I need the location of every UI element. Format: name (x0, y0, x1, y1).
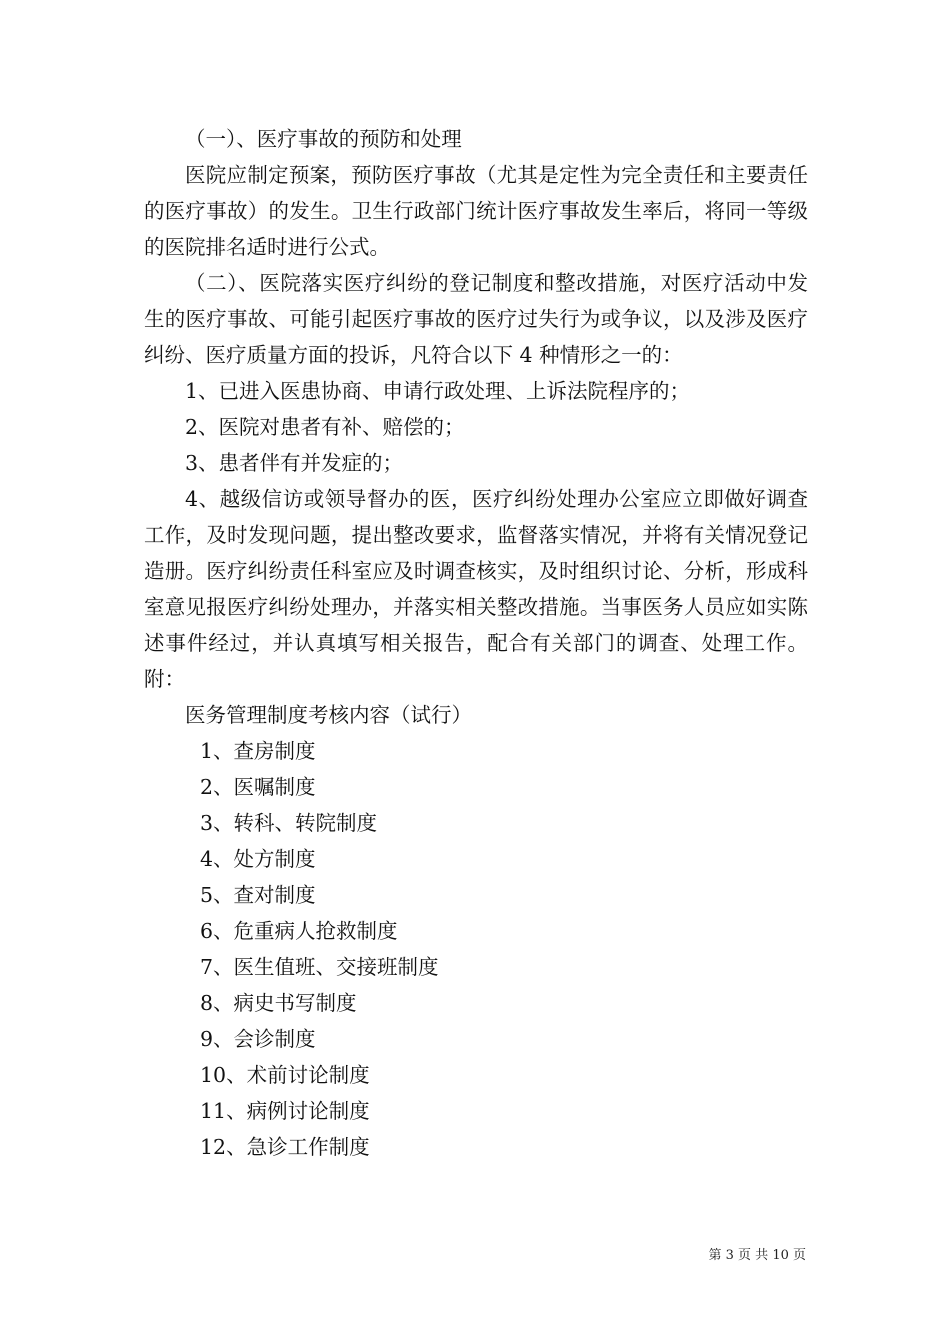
section-heading-prevention: （一）、医疗事故的预防和处理 (185, 127, 462, 151)
list-item: 7、医生值班、交接班制度 (200, 955, 439, 979)
list-item: 10、术前讨论制度 (200, 1063, 370, 1087)
list-item: 6、危重病人抢救制度 (200, 919, 398, 943)
document-body (144, 121, 808, 1165)
list-item: 11、病例讨论制度 (200, 1099, 370, 1123)
list-item: 2、医嘱制度 (200, 775, 316, 799)
list-item: 4、处方制度 (200, 847, 316, 871)
condition-item-3: 3、患者伴有并发症的； (185, 451, 404, 475)
condition-item-2: 2、医院对患者有补、赔偿的； (185, 415, 465, 439)
list-item: 3、转科、转院制度 (200, 811, 378, 835)
paragraph-contingency-plan: 医院应制定预案，预防医疗事故（尤其是定性为完全责任和主要责任的医疗事故）的发生。卫生行政部门统计医疗事故发生率后，将同一等级的医院排名适时进行公式。 (144, 163, 808, 259)
list-item: 1、查房制度 (200, 739, 316, 763)
paragraph-registration-system: （二）、医院落实医疗纠纷的登记制度和整改措施，对医疗活动中发生的医疗事故、可能引起医疗事故的医疗过失行为或争议，以及涉及医疗纠纷、医疗质量方面的投诉，凡符合以下 4 种情形之一的： (144, 271, 808, 367)
condition-item-4: 4、越级信访或领导督办的医，医疗纠纷处理办公室应立即做好调查工作，及时发现问题，提出整改要求，监督落实情况，并将有关情况登记造册。医疗纠纷责任科室应及时调查核实，及时组织讨论、分析，形成科室意见报医疗纠纷处理办，并落实相关整改措施。当事医务人员应如实陈述事件经过，并认真填写相关报告，配合有关部门的调查、处理工作。附： (144, 487, 808, 691)
list-item: 5、查对制度 (200, 883, 316, 907)
appendix-title: 医务管理制度考核内容（试行） (185, 703, 472, 727)
list-item: 9、会诊制度 (200, 1027, 316, 1051)
list-item: 12、急诊工作制度 (200, 1135, 370, 1159)
condition-item-1: 1、已进入医患协商、申请行政处理、上诉法院程序的； (185, 379, 691, 403)
page-number-footer: 第 3 页 共 10 页 (708, 1248, 806, 1263)
list-item: 8、病史书写制度 (200, 991, 357, 1015)
